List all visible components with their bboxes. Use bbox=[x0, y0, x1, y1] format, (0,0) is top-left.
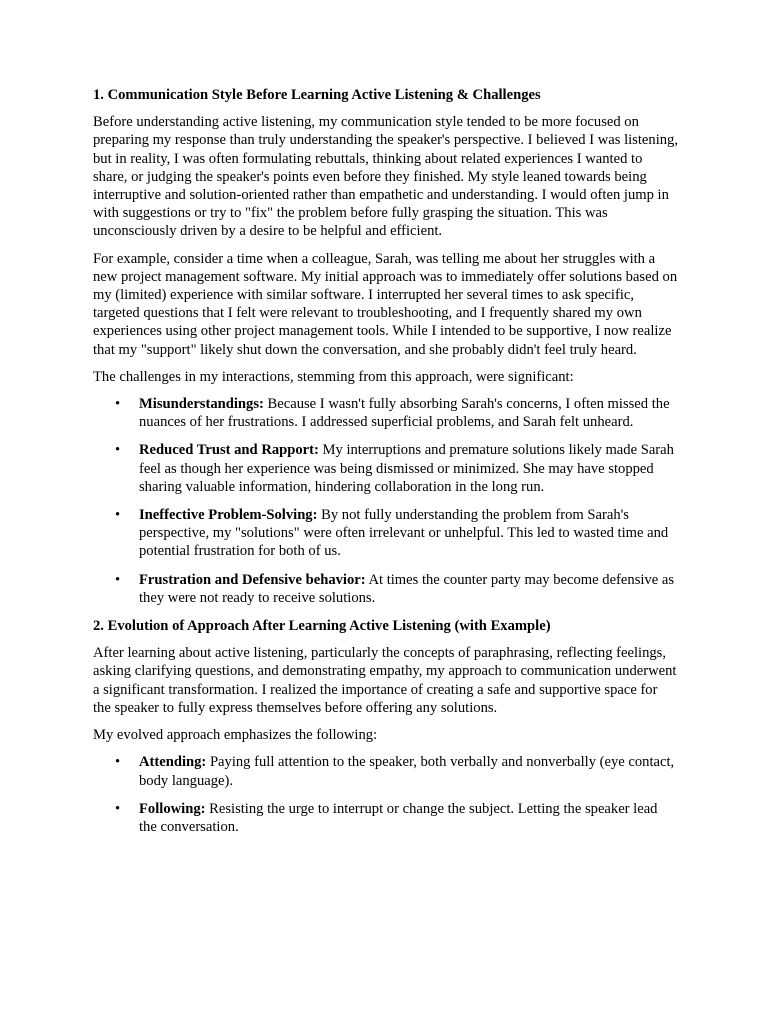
list-item-text: Paying full attention to the speaker, both verbally and nonverbally (eye contact, body language). bbox=[139, 754, 675, 789]
section2-paragraph-1: After learning about active listening, particularly the concepts of paraphrasing, reflecting feelings, asking clarifying questions, and demonstrating empathy, my approach to communication underwent a significant transformation. I realized the importance of creating a safe and supportive space for the speaker to fully express themselves before offering any solutions. bbox=[93, 645, 677, 716]
section2-paragraph-2: My evolved approach emphasizes the following: bbox=[93, 727, 378, 744]
list-item bbox=[115, 441, 678, 496]
list-item-text: At times the counter party may become defensive as they were not ready to receive solutions. bbox=[139, 571, 675, 606]
bullet-glyph: • bbox=[115, 571, 121, 588]
section2-heading: 2. Evolution of Approach After Learning Active Listening (with Example) bbox=[93, 618, 551, 635]
list-item bbox=[115, 395, 678, 431]
section1-paragraph-1: Before understanding active listening, my communication style tended to be more focused on preparing my response than truly understanding the speaker's perspective. I believed I was listening, but in reality, I was often formulating rebuttals, thinking about related experiences I wanted to share, or judging the speaker's points even before they finished. My style leaned towards being interruptive and solution-oriented rather than empathetic and understanding. I would often jump in with suggestions or try to "fix" the problem before fully grasping the situation. This was unconsciously driven by a desire to be helpful and efficient. bbox=[93, 114, 678, 240]
bullet-glyph: • bbox=[115, 507, 121, 524]
bullet-glyph: • bbox=[115, 754, 121, 771]
list-item bbox=[115, 800, 678, 836]
list-item-term: Ineffective Problem-Solving: bbox=[139, 507, 318, 524]
list-item-term: Frustration and Defensive behavior: bbox=[139, 571, 366, 588]
section2-approach-list bbox=[93, 753, 678, 836]
list-item-text: By not fully understanding the problem from Sarah's perspective, my "solutions" were often irrelevant or unhelpful. This led to wasted time and potential frustration for both of us. bbox=[139, 507, 669, 560]
list-item-text: Resisting the urge to interrupt or change the subject. Letting the speaker lead the conversation. bbox=[139, 800, 658, 835]
list-item bbox=[115, 753, 678, 789]
list-item-term: Attending: bbox=[139, 754, 207, 771]
section1-challenges-list bbox=[93, 395, 678, 607]
bullet-glyph: • bbox=[115, 442, 121, 459]
list-item bbox=[115, 571, 678, 607]
bullet-glyph: • bbox=[115, 800, 121, 817]
list-item-term: Misunderstandings: bbox=[139, 396, 264, 413]
bullet-glyph: • bbox=[115, 396, 121, 413]
section1-paragraph-3: The challenges in my interactions, stemming from this approach, were significant: bbox=[93, 368, 574, 385]
list-item bbox=[115, 506, 678, 561]
list-item-term: Reduced Trust and Rapport: bbox=[139, 442, 319, 459]
list-item-text: My interruptions and premature solutions likely made Sarah feel as though her experience was being dismissed or minimized. She may have stopped sharing valuable information, hindering collaboration in the long run. bbox=[139, 442, 674, 495]
list-item-text: Because I wasn't fully absorbing Sarah's concerns, I often missed the nuances of her frustrations. I addressed superficial problems, and Sarah felt unheard. bbox=[139, 396, 670, 431]
list-item-term: Following: bbox=[139, 800, 206, 817]
section1-heading: 1. Communication Style Before Learning Active Listening & Challenges bbox=[93, 87, 541, 103]
section1-paragraph-2: For example, consider a time when a colleague, Sarah, was telling me about her struggles with a new project management software. My initial approach was to immediately offer solutions based on my (limited) experience with similar software. I interrupted her several times to ask specific, targeted questions that I felt were relevant to troubleshooting, and I frequently shared my own experiences using other project management tools. While I intended to be supportive, I now realize that my "support" likely shut down the conversation, and she probably didn't feel truly heard. bbox=[93, 250, 678, 358]
